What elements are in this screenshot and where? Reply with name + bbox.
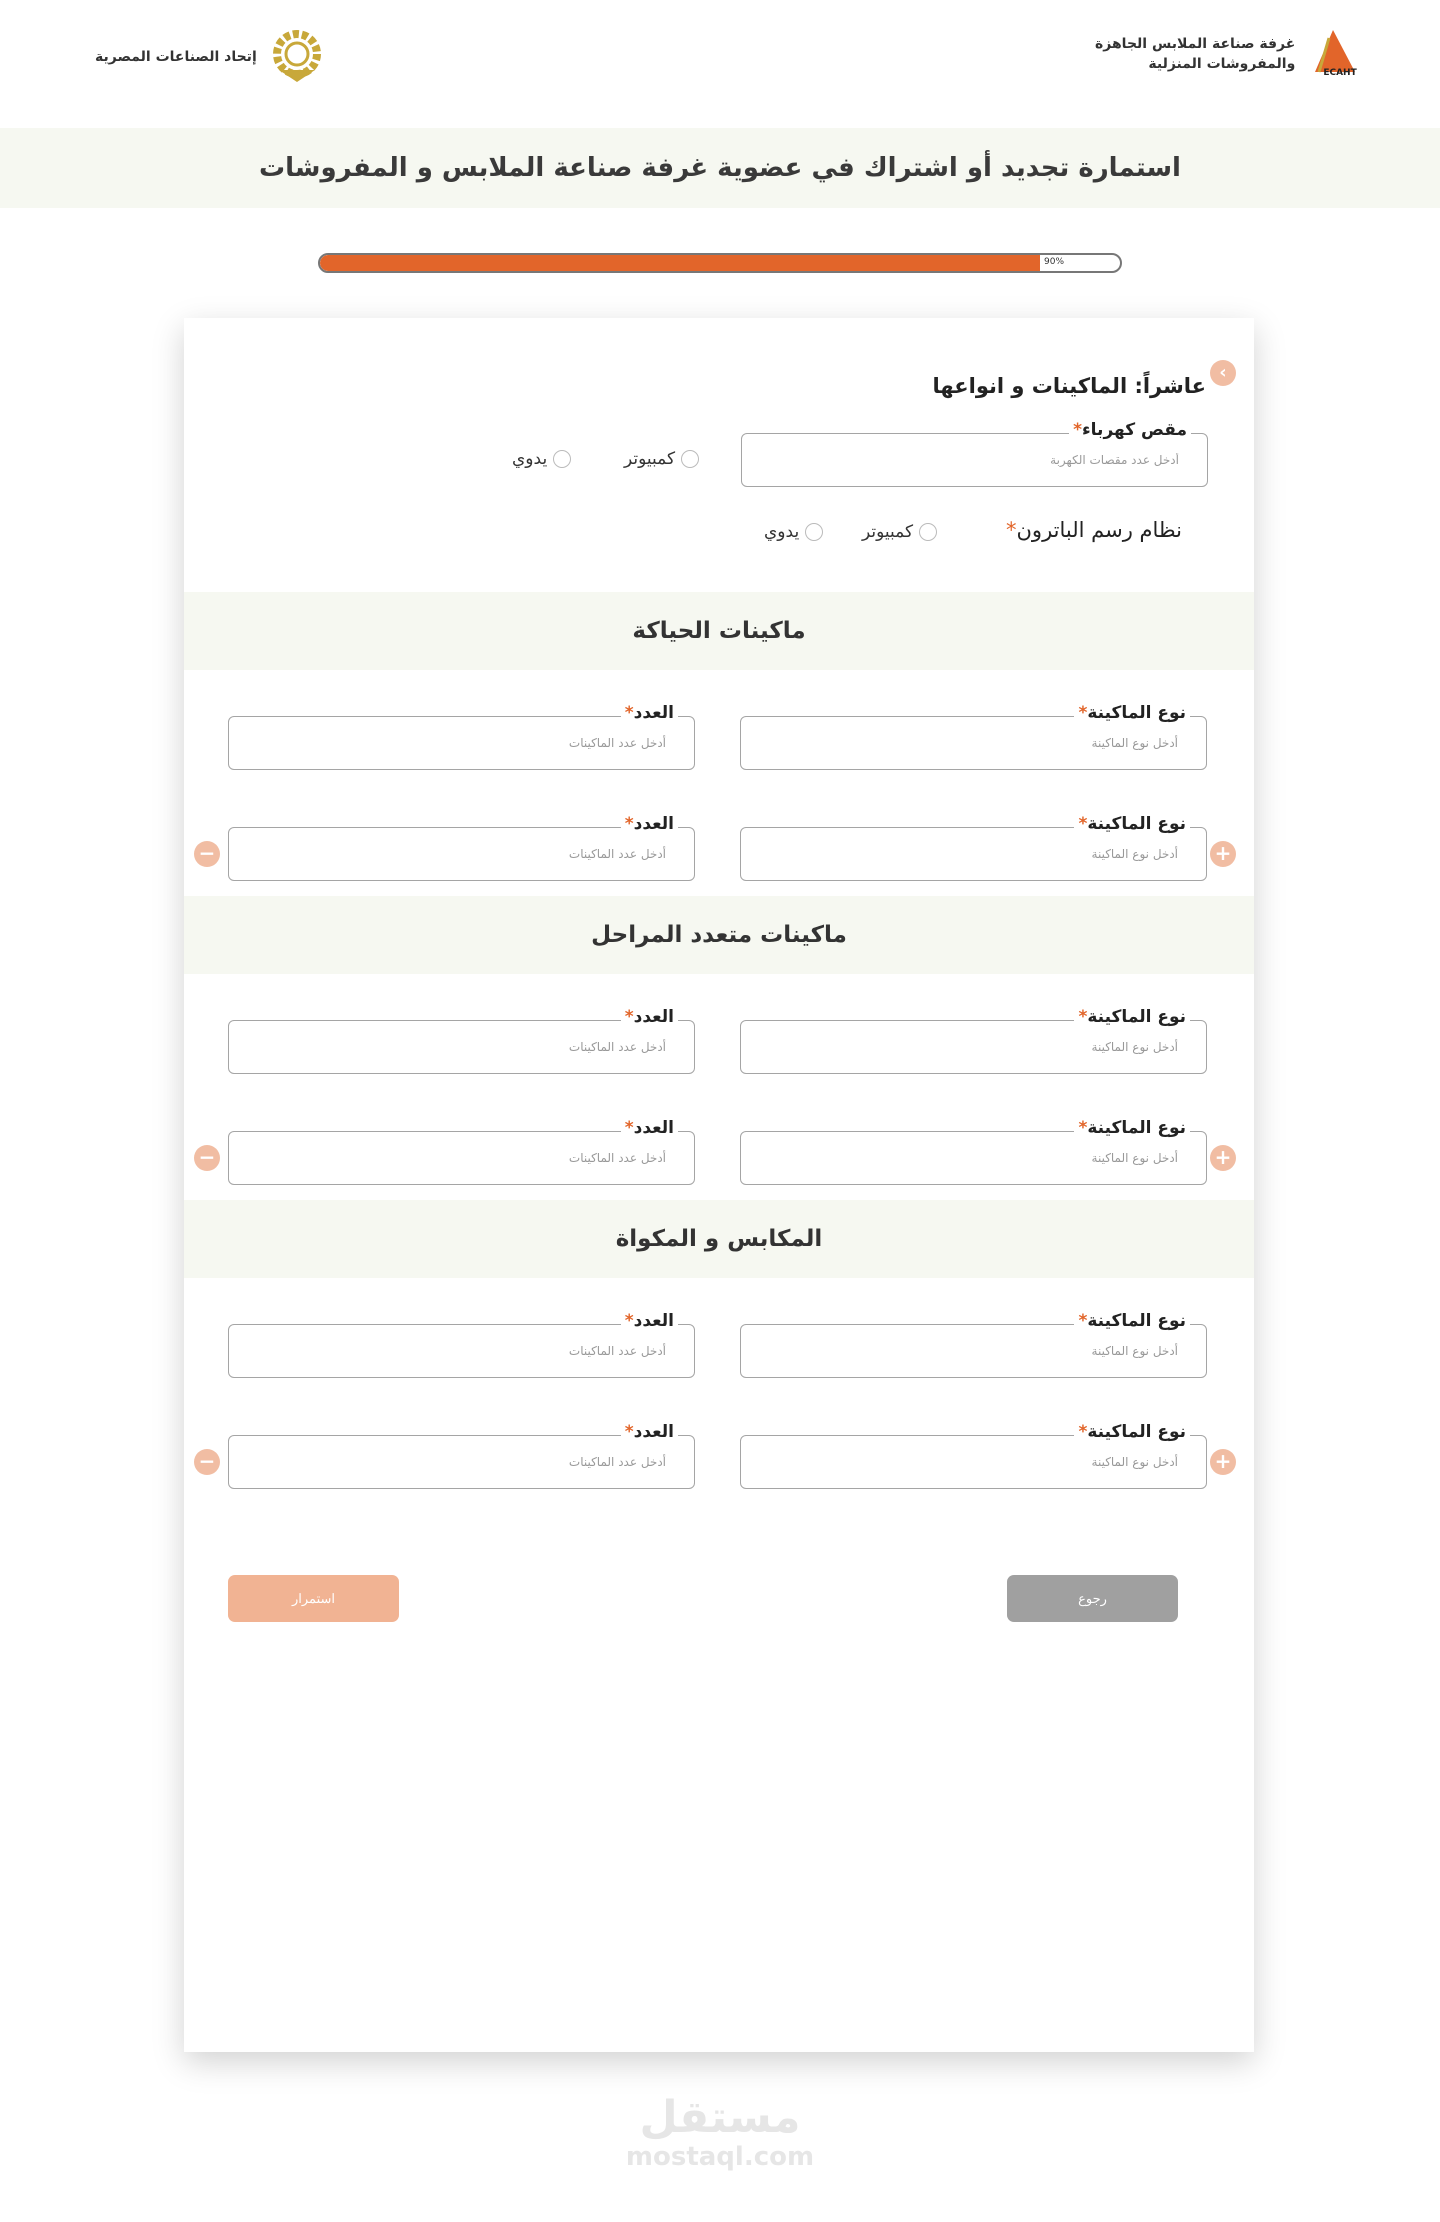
group-band bbox=[184, 1200, 1254, 1278]
machine-count-placeholder: أدخل عدد الماكينات bbox=[568, 1151, 666, 1165]
machine-type-input[interactable] bbox=[741, 717, 1206, 769]
machine-type-placeholder: أدخل نوع الماكينة bbox=[1091, 1455, 1178, 1469]
back-arrow-button[interactable]: ‹ bbox=[1210, 360, 1236, 386]
machine-type-placeholder: أدخل نوع الماكينة bbox=[1091, 736, 1178, 750]
machine-count-field bbox=[228, 1007, 695, 1074]
machine-type-input[interactable] bbox=[741, 828, 1206, 880]
add-row-button[interactable]: + bbox=[1210, 841, 1236, 867]
pattern-radio-manual[interactable]: يدوي bbox=[764, 522, 823, 542]
machine-type-field bbox=[740, 1007, 1207, 1074]
machine-count-placeholder: أدخل عدد الماكينات bbox=[568, 1040, 666, 1054]
machine-type-field bbox=[740, 1422, 1207, 1489]
machine-type-placeholder: أدخل نوع الماكينة bbox=[1091, 847, 1178, 861]
continue-button[interactable]: استمرار bbox=[228, 1575, 399, 1622]
chamber-logo-line2: والمفروشات المنزلية bbox=[1148, 56, 1296, 72]
machine-count-label: العدد* bbox=[621, 1422, 678, 1442]
machine-type-placeholder: أدخل نوع الماكينة bbox=[1091, 1040, 1178, 1054]
machine-type-label: نوع الماكينة* bbox=[1074, 814, 1190, 834]
remove-row-button[interactable]: − bbox=[194, 841, 220, 867]
machine-type-input[interactable] bbox=[741, 1021, 1206, 1073]
machine-count-field bbox=[228, 1118, 695, 1185]
scissors-field bbox=[741, 420, 1208, 487]
machine-type-field bbox=[740, 814, 1207, 881]
machine-count-label: العدد* bbox=[621, 703, 678, 723]
machine-type-field bbox=[740, 1118, 1207, 1185]
machine-type-field bbox=[740, 703, 1207, 770]
pattern-radio-computer[interactable]: كمبيوتر bbox=[862, 522, 937, 542]
machine-count-input[interactable] bbox=[229, 828, 694, 880]
machine-count-placeholder: أدخل عدد الماكينات bbox=[568, 1455, 666, 1469]
machine-type-field bbox=[740, 1311, 1207, 1378]
add-row-button[interactable]: + bbox=[1210, 1145, 1236, 1171]
machine-count-field bbox=[228, 814, 695, 881]
form-card bbox=[184, 318, 1254, 2052]
group-title: المكابس و المكواة bbox=[615, 1226, 823, 1252]
back-button[interactable]: رجوع bbox=[1007, 1575, 1178, 1622]
machine-count-field bbox=[228, 703, 695, 770]
federation-logo-text: إتحاد الصناعات المصرية bbox=[95, 49, 257, 65]
machine-count-placeholder: أدخل عدد الماكينات bbox=[568, 847, 666, 861]
scissors-radio-computer[interactable]: كمبيوتر bbox=[624, 449, 699, 469]
machine-type-label: نوع الماكينة* bbox=[1074, 1007, 1190, 1027]
remove-row-button[interactable]: − bbox=[194, 1145, 220, 1171]
machine-type-input[interactable] bbox=[741, 1325, 1206, 1377]
machine-type-input[interactable] bbox=[741, 1436, 1206, 1488]
section-title: عاشراً: الماكينات و انواعها bbox=[932, 374, 1206, 398]
machine-type-label: نوع الماكينة* bbox=[1074, 1422, 1190, 1442]
progress-fill bbox=[320, 255, 1040, 271]
group-title: ماكينات الحياكة bbox=[632, 618, 806, 644]
machine-count-label: العدد* bbox=[621, 814, 678, 834]
machine-count-field bbox=[228, 1422, 695, 1489]
remove-row-button[interactable]: − bbox=[194, 1449, 220, 1475]
machine-type-placeholder: أدخل نوع الماكينة bbox=[1091, 1344, 1178, 1358]
machine-count-label: العدد* bbox=[621, 1007, 678, 1027]
group-title: ماكينات متعدد المراحل bbox=[591, 922, 847, 948]
chamber-logo-abbr: ECAHT bbox=[1323, 68, 1357, 78]
machine-count-input[interactable] bbox=[229, 1021, 694, 1073]
scissors-radio-manual[interactable]: يدوي bbox=[512, 449, 571, 469]
gear-logo-icon bbox=[267, 30, 327, 84]
scissors-input[interactable] bbox=[742, 434, 1207, 486]
progress-bar bbox=[318, 253, 1122, 273]
add-row-button[interactable]: + bbox=[1210, 1449, 1236, 1475]
page-title-band bbox=[0, 128, 1440, 208]
chamber-logo-line1: غرفة صناعة الملابس الجاهزة bbox=[1095, 36, 1296, 52]
pattern-label: نظام رسم الباترون* bbox=[1006, 518, 1182, 542]
progress-label: 90% bbox=[1044, 257, 1065, 267]
machine-count-input[interactable] bbox=[229, 717, 694, 769]
group-band bbox=[184, 896, 1254, 974]
federation-logo bbox=[95, 30, 327, 84]
machine-type-label: نوع الماكينة* bbox=[1074, 1118, 1190, 1138]
machine-count-label: العدد* bbox=[621, 1311, 678, 1331]
machine-count-input[interactable] bbox=[229, 1132, 694, 1184]
machine-count-placeholder: أدخل عدد الماكينات bbox=[568, 1344, 666, 1358]
machine-count-input[interactable] bbox=[229, 1436, 694, 1488]
machine-count-label: العدد* bbox=[621, 1118, 678, 1138]
machine-type-label: نوع الماكينة* bbox=[1074, 703, 1190, 723]
page-title: استمارة تجديد أو اشتراك في عضوية غرفة صناعة الملابس و المفروشات bbox=[259, 153, 1181, 183]
chamber-logo bbox=[1095, 28, 1357, 80]
scissors-label: مقص كهرباء* bbox=[1069, 420, 1191, 440]
machine-count-field bbox=[228, 1311, 695, 1378]
machine-count-input[interactable] bbox=[229, 1325, 694, 1377]
group-band bbox=[184, 592, 1254, 670]
watermark-latin: mostaql.com bbox=[625, 2142, 815, 2172]
watermark-arabic: مستقل bbox=[639, 2092, 801, 2143]
machine-type-placeholder: أدخل نوع الماكينة bbox=[1091, 1151, 1178, 1165]
machine-count-placeholder: أدخل عدد الماكينات bbox=[568, 736, 666, 750]
machine-type-input[interactable] bbox=[741, 1132, 1206, 1184]
machine-type-label: نوع الماكينة* bbox=[1074, 1311, 1190, 1331]
